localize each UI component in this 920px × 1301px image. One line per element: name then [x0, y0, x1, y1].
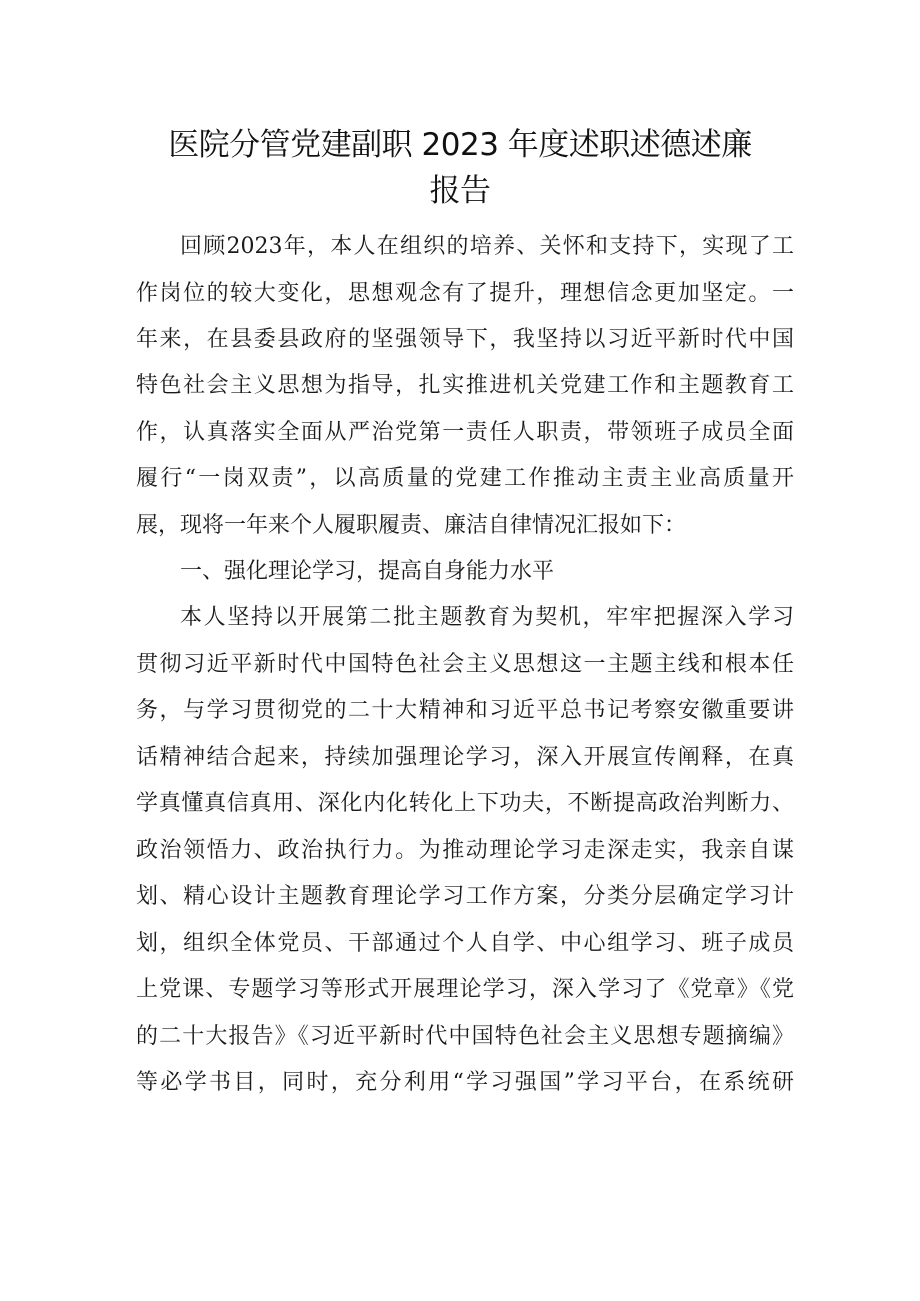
paragraph-line: 划，组织全体党员、干部通过个人自学、中心组学习、班子成员 — [136, 931, 794, 956]
paragraph-line: 上党课、专题学习等形式开展理论学习，深入学习了《党章》《党 — [136, 977, 794, 1002]
paragraph-line: 政治领悟力、政治执行力。为推动理论学习走深走实，我亲自谋 — [136, 838, 794, 863]
paragraph-line: 等必学书目，同时，充分利用“学习强国”学习平台，在系统研 — [136, 1070, 794, 1095]
document-title-continued: 报告 — [429, 173, 491, 209]
paragraph-line: 年来，在县委县政府的坚强领导下，我坚持以习近平新时代中国 — [136, 327, 794, 352]
paragraph-line: 贯彻习近平新时代中国特色社会主义思想这一主题主线和根本任 — [136, 652, 794, 677]
paragraph-line: 话精神结合起来，持续加强理论学习，深入开展宣传阐释，在真 — [136, 745, 794, 770]
paragraph-line: 特色社会主义思想为指导，扎实推进机关党建工作和主题教育工 — [136, 373, 794, 398]
section-heading: 一、强化理论学习，提高自身能力水平 — [180, 559, 555, 584]
document-title: 医院分管党建副职 2023 年度述职述德述廉 — [168, 127, 752, 163]
paragraph-line: 的二十大报告》《习近平新时代中国特色社会主义思想专题摘编》 — [136, 1024, 794, 1049]
paragraph-line: 划、精心设计主题教育理论学习工作方案，分类分层确定学习计 — [136, 884, 794, 909]
paragraph-line: 回顾2023年，本人在组织的培养、关怀和支持下，实现了工 — [180, 234, 794, 259]
paragraph-line: 作，认真落实全面从严治党第一责任人职责，带领班子成员全面 — [136, 420, 794, 445]
paragraph-line: 履行“一岗双责”，以高质量的党建工作推动主责主业高质量开 — [136, 466, 794, 491]
paragraph-line: 作岗位的较大变化，思想观念有了提升，理想信念更加坚定。一 — [136, 281, 794, 306]
paragraph-line: 务，与学习贯彻党的二十大精神和习近平总书记考察安徽重要讲 — [136, 698, 794, 723]
paragraph-line: 本人坚持以开展第二批主题教育为契机，牢牢把握深入学习 — [180, 605, 794, 630]
paragraph-line: 展，现将一年来个人履职履责、廉洁自律情况汇报如下： — [136, 513, 687, 538]
paragraph-line: 学真懂真信真用、深化内化转化上下功夫，不断提高政治判断力、 — [136, 791, 794, 816]
